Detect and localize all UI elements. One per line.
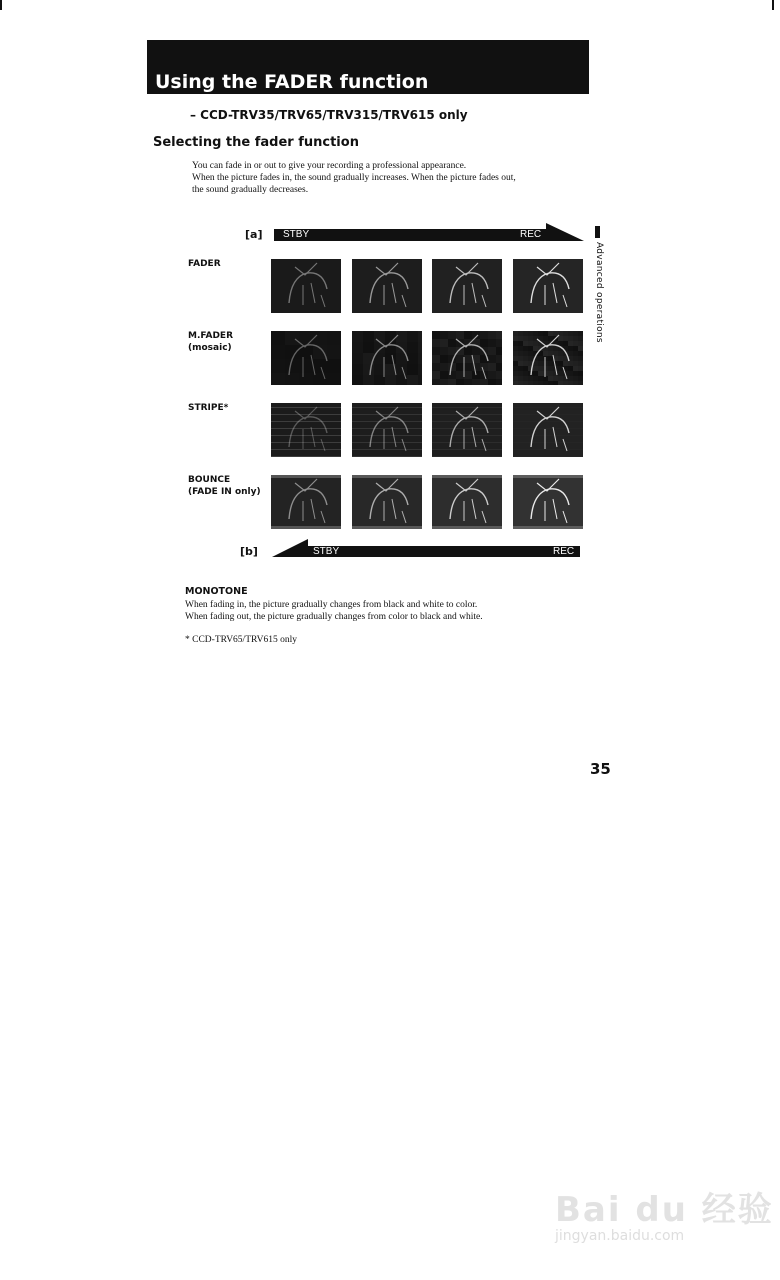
watermark-url: jingyan.baidu.com: [555, 1228, 685, 1244]
intro-line: When the picture fades in, the sound gradually increases. When the picture fades out,: [192, 173, 516, 183]
title-banner: [147, 40, 589, 94]
watermark-logo: Bai du 经验: [555, 1190, 774, 1230]
monotone-description: [185, 599, 483, 623]
effect-frame-stripe-3: [432, 403, 502, 457]
intro-paragraph: [192, 160, 592, 196]
model-subtitle: – CCD-TRV35/TRV65/TRV315/TRV615 only: [190, 108, 468, 122]
monotone-line: When fading out, the picture gradually changes from color to black and white.: [185, 612, 483, 622]
bar-b-marker: [b]: [240, 545, 258, 558]
effect-frame-stripe-4: [513, 403, 583, 457]
bar-a-start-label: STBY: [283, 229, 310, 240]
effect-frame-stripe-1: [271, 403, 341, 457]
row-label-fader: [188, 258, 221, 270]
crop-mark-right: [772, 0, 774, 10]
effect-frame-mosaic-2: [352, 331, 422, 385]
row-label-line: BOUNCE: [188, 475, 231, 485]
effect-frame-bounce-1: [271, 475, 341, 529]
bar-a-marker: [a]: [245, 228, 263, 241]
row-label-line: STRIPE*: [188, 403, 229, 413]
page-title: Using the FADER function: [155, 71, 429, 93]
row-label-mfader: [188, 330, 233, 354]
effect-frame-bounce-4: [513, 475, 583, 529]
row-label-bounce: [188, 474, 261, 498]
row-label-line: FADER: [188, 259, 221, 269]
footnote: * CCD-TRV65/TRV615 only: [185, 635, 297, 645]
row-label-line: (mosaic): [188, 343, 232, 353]
bar-b-end-label: REC: [553, 546, 575, 557]
effect-frame-bounce-2: [352, 475, 422, 529]
row-label-line: (FADE IN only): [188, 487, 261, 497]
row-label-stripe: [188, 402, 228, 414]
side-tab-marker: [595, 226, 600, 238]
page-number: 35: [590, 760, 611, 778]
monotone-line: When fading in, the picture gradually changes from black and white to color.: [185, 600, 478, 610]
bar-a-end-label: REC: [520, 229, 542, 240]
effect-frame-fader-2: [352, 259, 422, 313]
bar-b-start-label: STBY: [313, 546, 340, 557]
effect-frame-mosaic-4: [513, 331, 583, 385]
intro-line: You can fade in or out to give your recording a professional appearance.: [192, 161, 467, 171]
baidu-watermark: [555, 1160, 774, 1260]
effect-frame-fader-4: [513, 259, 583, 313]
effect-frame-bounce-3: [432, 475, 502, 529]
effect-frame-stripe-2: [352, 403, 422, 457]
monotone-heading: MONOTONE: [185, 586, 248, 597]
effect-frame-fader-3: [432, 259, 502, 313]
intro-line: the sound gradually decreases.: [192, 185, 309, 195]
side-tab-label: Advanced operations: [594, 242, 604, 343]
effect-frame-mosaic-1: [271, 331, 341, 385]
crop-mark-left: [0, 0, 2, 10]
section-heading: Selecting the fader function: [153, 135, 359, 150]
effect-frame-mosaic-3: [432, 331, 502, 385]
row-label-line: M.FADER: [188, 331, 234, 341]
effect-frame-fader-1: [271, 259, 341, 313]
